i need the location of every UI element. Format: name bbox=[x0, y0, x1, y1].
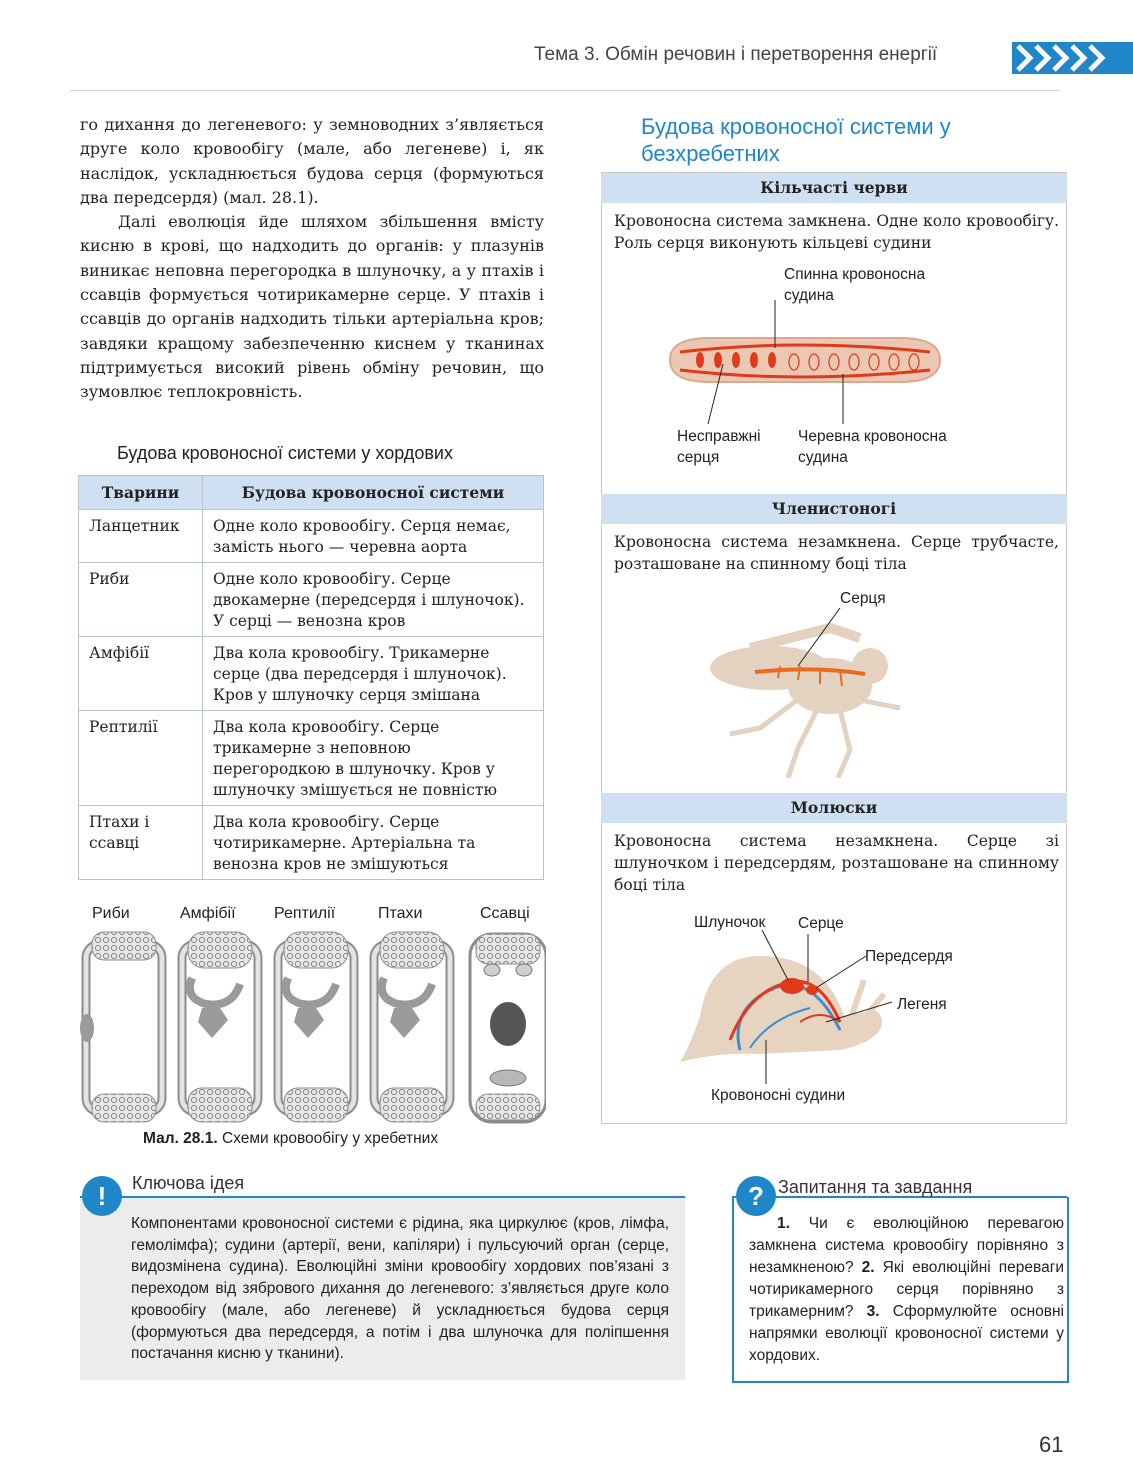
structure-cell: Два кола кровообігу. Серце трикамерне з неповною перегородкою в шлуночку. Кров у шлуночку змішується не повністю bbox=[203, 711, 544, 806]
questions-title: Запитання та завдання bbox=[778, 1177, 973, 1197]
animal-cell: Рептилії bbox=[79, 711, 203, 806]
reptile-circulation-icon bbox=[278, 932, 354, 1122]
figure-label: Амфібії bbox=[180, 905, 236, 922]
section-title: Тема 3. Обмін речовин і перетворення енергії bbox=[534, 44, 938, 65]
insect-diagram bbox=[700, 608, 910, 778]
questions-text bbox=[749, 1213, 1064, 1367]
question-2: Які еволюційні переваги чотирикамерного серця порівняно з трикамерним? bbox=[749, 1259, 1065, 1320]
key-idea-rule bbox=[80, 1196, 685, 1198]
label-lung: Легеня bbox=[897, 996, 947, 1013]
mammal-circulation-icon bbox=[470, 934, 546, 1122]
question-1: Чи є еволюційною перевагою замкнена система кровообігу порівняно з незамкненою? bbox=[749, 1215, 1064, 1276]
label-heart: Серця bbox=[840, 590, 886, 607]
chordate-table bbox=[78, 475, 544, 880]
worms-heading: Кільчасті черви bbox=[601, 173, 1067, 203]
table-row bbox=[79, 637, 544, 711]
animal-cell: Птахи і ссавці bbox=[79, 806, 203, 880]
animal-cell: Риби bbox=[79, 563, 203, 637]
question-number: 3. bbox=[866, 1303, 880, 1320]
key-idea-title: Ключова ідея bbox=[132, 1173, 245, 1193]
table-row bbox=[79, 563, 544, 637]
animal-cell: Амфібії bbox=[79, 637, 203, 711]
figure-caption bbox=[143, 1130, 438, 1148]
structure-cell: Два кола кровообігу. Серце чотирикамерне. Артеріальна та венозна кров не змішуються bbox=[203, 806, 544, 880]
label-heart: Серце bbox=[798, 915, 844, 932]
label-false-hearts: Несправжні серця bbox=[677, 428, 761, 466]
structure-cell: Одне коло кровообігу. Серця немає, замість нього — черевна аорта bbox=[203, 510, 544, 563]
paragraph: Далі еволюція йде шляхом збільшення вмісту кисню в крові, що надходить до органів: у плазунів виникає неповна перегородка в шлуночку, а у птахів і ссавців формується чотирикамерне серце. У птахів і ссавців до органів надходить тільки артеріальна кров; завдяки кращому забезпеченню киснем у тканинах підтримується високий рівень обміну речовин, що зумовлює теплокровність. bbox=[80, 212, 544, 402]
label-vessels: Кровоносні судини bbox=[711, 1087, 846, 1104]
exclamation-icon: ! bbox=[82, 1176, 122, 1216]
column-header: Будова кровоносної системи bbox=[203, 476, 544, 510]
key-idea-text: Компонентами кровоносної системи є рідина, яка циркулює (кров, лімфа, гемолімфа); судини (артерії, вени, капіляри) і пульсуючий орган (серце, видозмінена судина). Еволюційні зміни кровообігу хордових пов’язані з переходом від зябрового дихання до легеневого: з’являється друге коло кровообігу (мале, або легеневе) й ускладнюється будова серця (формуються два передсердя, а потім і два шлуночка для поліпшення постачання кисню у тканини). bbox=[131, 1215, 669, 1363]
snail-diagram bbox=[670, 930, 900, 1090]
question-number: 2. bbox=[861, 1259, 875, 1276]
structure-cell: Одне коло кровообігу. Серце двокамерне (передсердя і шлуночок). У серці — венозна кров bbox=[203, 563, 544, 637]
table-caption: Будова кровоносної системи у хордових bbox=[117, 443, 453, 463]
arthropods-text: Кровоносна система незамкнена. Серце трубчасте, розташоване на спинному боці тіла bbox=[614, 533, 1059, 573]
figure-number: Мал. 28.1. bbox=[143, 1130, 218, 1147]
figure-caption-text: Схеми кровообігу у хребетних bbox=[221, 1130, 439, 1147]
invertebrates-title: Будова кровоносної системи у безхребетних bbox=[641, 114, 951, 166]
table-header-row bbox=[79, 476, 544, 510]
body-text bbox=[80, 113, 544, 405]
column-header: Тварини bbox=[79, 476, 203, 510]
question-icon: ? bbox=[736, 1176, 776, 1216]
figure-label: Ссавці bbox=[480, 905, 530, 922]
chevrons-icon bbox=[1012, 42, 1133, 74]
figure-label: Птахи bbox=[378, 905, 423, 922]
amphibian-circulation-icon bbox=[182, 932, 258, 1122]
bird-circulation-icon bbox=[374, 932, 450, 1122]
arthropods-heading: Членистоногі bbox=[601, 494, 1067, 524]
header-divider bbox=[70, 90, 1060, 91]
paragraph: го дихання до легеневого: у земноводних з’являється друге коло кровообігу (мале, або легеневе) і, як наслідок, ускладнюється будова серця (формуються два передсердя) (мал. 28.1). bbox=[80, 115, 544, 207]
question-number: 1. bbox=[777, 1215, 790, 1232]
fish-circulation-icon bbox=[80, 932, 162, 1122]
page-number: 61 bbox=[1039, 1432, 1064, 1457]
structure-cell: Два кола кровообігу. Трикамерне серце (два передсердя і шлуночок). Кров у шлуночку серця змішана bbox=[203, 637, 544, 711]
label-dorsal-vessel: Спинна кровоносна судина bbox=[784, 266, 926, 304]
animal-cell: Ланцетник bbox=[79, 510, 203, 563]
label-atrium: Передсердя bbox=[865, 948, 953, 965]
table-row bbox=[79, 510, 544, 563]
label-ventral-vessel: Черевна кровоносна судина bbox=[798, 428, 947, 466]
figure-label: Рептилії bbox=[274, 905, 336, 922]
table-row bbox=[79, 711, 544, 806]
annelid-worm-diagram bbox=[660, 300, 950, 430]
question-3: Сформулюйте основні напрямки еволюції кровоносної системи у хордових. bbox=[749, 1303, 1064, 1364]
worms-text: Кровоносна система замкнена. Одне коло кровообігу. Роль серця виконують кільцеві судини bbox=[614, 212, 1059, 252]
molluscs-text: Кровоносна система незамкнена. Серце зі шлуночком і передсердям, розташоване на спинному боці тіла bbox=[614, 832, 1059, 894]
vertebrate-circulation-diagrams bbox=[78, 928, 546, 1128]
figure-label: Риби bbox=[92, 905, 130, 922]
label-ventricle: Шлуночок bbox=[694, 914, 766, 931]
molluscs-heading: Молюски bbox=[601, 793, 1067, 823]
table-row bbox=[79, 806, 544, 880]
